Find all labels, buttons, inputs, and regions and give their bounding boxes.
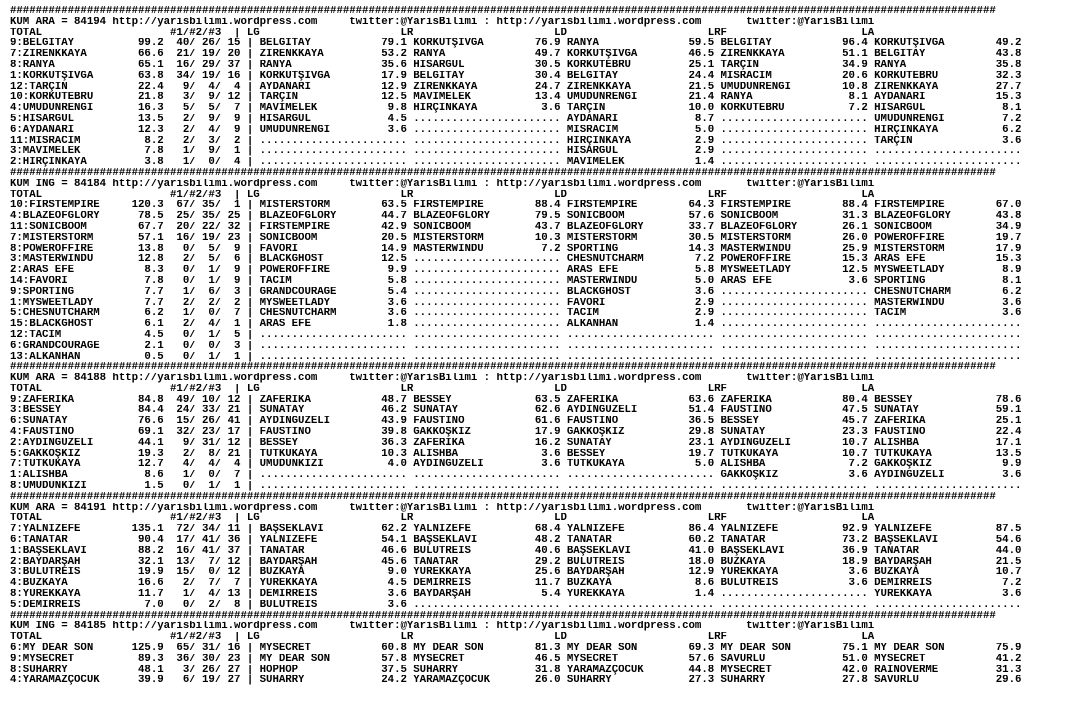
horse-row-line: 11:MISRACIM 8.2 2/ 3/ 2 | ....................... ....................... HIRÇINKAYA 2.9 ....................... TARÇIN 3.6 bbox=[10, 135, 1022, 147]
horse-row-line: 10:KORKUTEBRU 21.8 3/ 9/ 12 | TARÇIN 12.5 MAVİMELEK 13.4 UMUDUNRENGİ 21.4 RANYA 8.1 AYDANARI 15.3 bbox=[10, 92, 1022, 104]
column-header-line: TOTAL #1/#2/#3 | LG LR LD LRF LA bbox=[10, 383, 875, 395]
horse-row-line: 15:BLACKGHOST 6.1 2/ 4/ 1 | ARAS EFE 1.8 ....................... ALKANHAN 1.4 ....................... ....................... bbox=[10, 319, 1022, 330]
horse-row-line: 8:UMUDUNKIZI 1.5 0/ 1/ 1 | ....................... ....................... ....................... ....................... ....................... bbox=[10, 481, 1022, 492]
separator-line: ########################################################################################################################################################## bbox=[10, 610, 996, 622]
horse-row-line: 1:MYSWEETLADY 7.7 2/ 2/ 2 | MYSWEETLADY 3.6 ....................... FAVORİ 2.9 ....................... MASTERWINDU 3.6 bbox=[10, 297, 1022, 309]
horse-row-line: 4:UMUDUNRENGİ 16.3 5/ 5/ 7 | MAVİMELEK 9.8 HIRÇINKAYA 3.6 TARÇIN 10.0 KORKUTEBRU 7.2 HİSARGÜL 8.1 bbox=[10, 103, 1022, 114]
race-header-line: KUM ARA = 84194 http://yarisbilimi.wordpress.com twitter:@YarisBilimi : http://yarisbilimi.wordpress.com twitter:@YarisBilimi bbox=[10, 16, 875, 28]
race-header-line: KUM ING = 84185 http://yarisbilimi.wordpress.com twitter:@YarisBilimi : http://yarisbilimi.wordpress.com twitter:@YarisBilimi bbox=[10, 621, 875, 633]
horse-row-line: 1:ALISHBA 8.6 1/ 0/ 7 | ....................... ....................... ....................... GAKKOŞKIZ 3.6 AYDINGÜZELİ 3.6 bbox=[10, 470, 1022, 482]
horse-row-line: 14:FAVORİ 7.8 0/ 1/ 9 | TACIM 5.8 ....................... MASTERWINDU 5.0 ARAS EFE 3.6 SPORTING 8.1 bbox=[10, 275, 1022, 287]
horse-row-line: 3:BULUTREIS 19.9 15/ 0/ 12 | BUZKAYA 9.0 YÜREKKAYA 25.6 BAYDARŞAH 12.9 YÜREKKAYA 3.6 BUZKAYA 10.7 bbox=[10, 567, 1022, 579]
horse-row-line: 5:DEMIRREIS 7.0 0/ 2/ 8 | BULUTREIS 3.6 ....................... ....................... ....................... ....................... bbox=[10, 599, 1022, 611]
race-header-line: KUM ING = 84184 http://yarisbilimi.wordpress.com twitter:@YarisBilimi : http://yarisbilimi.wordpress.com twitter:@YarisBilimi bbox=[10, 178, 875, 190]
separator-line: ########################################################################################################################################################## bbox=[10, 491, 996, 503]
race-header-line: KUM ARA = 84191 http://yarisbilimi.wordpress.com twitter:@YarisBilimi : http://yarisbilimi.wordpress.com twitter:@YarisBilimi bbox=[10, 502, 875, 514]
column-header-line: TOTAL #1/#2/#3 | LG LR LD LRF LA bbox=[10, 513, 875, 525]
horse-row-line: 3:BESSEY 84.4 24/ 33/ 21 | SUNATAY 46.2 SUNATAY 62.6 AYDINGÜZELİ 51.4 FAUSTINO 47.5 SUNATAY 59.1 bbox=[10, 405, 1022, 417]
horse-row-line: 4:FAUSTINO 69.1 32/ 23/ 17 | FAUSTINO 39.8 GAKKOŞKIZ 17.9 GAKKOŞKIZ 29.8 SUNATAY 23.3 FAUSTINO 22.4 bbox=[10, 427, 1022, 438]
horse-row-line: 4:BLAZEOFGLORY 78.5 25/ 35/ 25 | BLAZEOFGLORY 44.7 BLAZEOFGLORY 79.5 SONICBOOM 57.6 SONICBOOM 31.3 BLAZEOFGLORY 43.8 bbox=[10, 211, 1022, 222]
horse-row-line: 13:ALKANHAN 0.5 0/ 1/ 1 | ....................... ....................... ....................... ....................... ....................... bbox=[10, 351, 1022, 363]
horse-row-line: 6:SUNATAY 76.6 15/ 26/ 41 | AYDINGÜZELİ 43.9 FAUSTINO 61.6 FAUSTINO 36.5 BESSEY 45.7 ZAFERİKA 25.1 bbox=[10, 416, 1022, 428]
horse-row-line: 6:MY DEAR SON 125.9 65/ 31/ 16 | MYSECRET 60.8 MY DEAR SON 81.3 MY DEAR SON 69.3 MY DEAR SON 75.1 MY DEAR SON 75.9 bbox=[10, 643, 1022, 654]
horse-row-line: 7:YALNIZEFE 135.1 72/ 34/ 11 | BAŞSEKLAVİ 62.2 YALNIZEFE 68.4 YALNIZEFE 86.4 YALNIZEFE 92.9 YALNIZEFE 87.5 bbox=[10, 524, 1022, 536]
horse-row-line: 4:BUZKAYA 16.6 2/ 7/ 7 | YÜREKKAYA 4.5 DEMIRREIS 11.7 BUZKAYA 8.6 BULUTREIS 3.6 DEMIRREIS 7.2 bbox=[10, 578, 1022, 590]
horse-row-line: 4:YARAMAZÇOCUK 39.9 6/ 19/ 27 | SUHARRY 24.2 YARAMAZÇOCUK 26.0 SUHARRY 27.3 SUHARRY 27.8 SAVURLU 29.6 bbox=[10, 675, 1022, 687]
horse-row-line: 9:BELGITAY 99.2 40/ 26/ 15 | BELGİTAY 79.1 KORKUTŞIVGA 76.9 RANYA 59.5 BELGİTAY 96.4 KORKUTŞIVGA 49.2 bbox=[10, 38, 1022, 50]
horse-row-line: 1:BAŞSEKLAVİ 88.2 16/ 41/ 37 | TANATAR 46.6 BULUTREIS 40.6 BAŞSEKLAVİ 41.0 BAŞSEKLAVİ 36.9 TANATAR 44.0 bbox=[10, 545, 1022, 557]
horse-row-line: 5:GAKKOŞKIZ 19.3 2/ 8/ 21 | TUTKUKAYA 10.3 ALISHBA 3.6 BESSEY 19.7 TUTKUKAYA 10.7 TUTKUKAYA 13.5 bbox=[10, 448, 1022, 460]
horse-row-line: 5:HİSARGÜL 13.5 2/ 9/ 9 | HİSARGÜL 4.5 ....................... AYDANARI 8.7 ....................... UMUDUNRENGİ 7.2 bbox=[10, 113, 1022, 125]
horse-row-line: 7:TUTKUKAYA 12.7 4/ 4/ 4 | UMUDUNKIZI 4.0 AYDINGÜZELİ 3.6 TUTKUKAYA 5.0 ALISHBA 7.2 GAKKOŞKIZ 9.9 bbox=[10, 459, 1022, 471]
horse-row-line: 3:MAVİMELEK 7.8 1/ 9/ 1 | ....................... ....................... HİSARGÜL 2.9 ....................... ....................... bbox=[10, 146, 1022, 158]
horse-row-line: 6:AYDANARI 12.3 2/ 4/ 9 | UMUDUNRENGİ 3.6 ....................... MISRACIM 5.0 ....................... HIRÇINKAYA 6.2 bbox=[10, 124, 1022, 136]
horse-row-line: 9:MYSECRET 89.3 36/ 30/ 23 | MY DEAR SON 57.8 MYSECRET 46.5 MYSECRET 57.6 SAVURLU 51.0 MYSECRET 41.2 bbox=[10, 653, 1022, 665]
horse-row-line: 2:BAYDARŞAH 32.1 13/ 7/ 12 | BAYDARŞAH 45.6 TANATAR 29.2 BULUTREIS 18.0 BUZKAYA 18.9 BAYDARŞAH 21.5 bbox=[10, 556, 1022, 568]
race-header-line: KUM ARA = 84188 http://yarisbilimi.wordpress.com twitter:@YarisBilimi : http://yarisbilimi.wordpress.com twitter:@YarisBilimi bbox=[10, 373, 875, 384]
horse-row-line: 7:MISTERSTORM 57.1 16/ 19/ 23 | SONICBOOM 20.5 MISTERSTORM 10.3 MISTERSTORM 30.5 MISTERSTORM 26.0 POWEROFFIRE 19.7 bbox=[10, 232, 1022, 244]
horse-row-line: 10:FIRSTEMPIRE 120.3 67/ 35/ 1 | MISTERSTORM 63.5 FIRSTEMPIRE 88.4 FIRSTEMPIRE 64.3 FIRSTEMPIRE 88.4 FIRSTEMPIRE 67.0 bbox=[10, 200, 1022, 212]
horse-row-line: 8:POWEROFFIRE 13.8 0/ 5/ 9 | FAVORİ 14.9 MASTERWINDU 7.2 SPORTING 14.3 MASTERWINDU 25.9 MISTERSTORM 17.9 bbox=[10, 243, 1022, 255]
horse-row-line: 12:TACIM 4.5 0/ 1/ 5 | ....................... ....................... ....................... ....................... ....................... bbox=[10, 329, 1022, 341]
horse-row-line: 3:MASTERWINDU 12.8 2/ 5/ 6 | BLACKGHOST 12.5 ....................... CHESNUTCHARM 7.2 POWEROFFIRE 15.3 ARAS EFE 15.3 bbox=[10, 254, 1022, 266]
horse-row-line: 6:GRANDCOURAGE 2.1 0/ 0/ 3 | ....................... ....................... ....................... ....................... ....................... bbox=[10, 340, 1022, 352]
horse-row-line: 11:SONICBOOM 67.7 20/ 22/ 32 | FIRSTEMPIRE 42.9 SONICBOOM 43.7 BLAZEOFGLORY 33.7 BLAZEOFGLORY 26.1 SONICBOOM 34.9 bbox=[10, 221, 1022, 233]
column-header-line: TOTAL #1/#2/#3 | LG LR LD LRF LA bbox=[10, 189, 875, 201]
horse-row-line: 8:RANYA 65.1 16/ 29/ 37 | RANYA 35.6 HİSARGÜL 30.5 KORKUTEBRU 25.1 TARÇİN 34.9 RANYA 35.8 bbox=[10, 59, 1022, 71]
horse-row-line: 12:TARÇIN 22.4 9/ 4/ 4 | AYDANARI 12.9 ZİRENKKAYA 24.7 ZİRENKKAYA 21.5 UMUDUNRENGİ 10.8 ZİRENKKAYA 27.7 bbox=[10, 81, 1022, 93]
horse-row-line: 2:ARAS EFE 8.3 0/ 1/ 9 | POWEROFFIRE 9.9 ....................... ARAS EFE 5.8 MYSWEETLADY 12.5 MYSWEETLADY 8.9 bbox=[10, 265, 1022, 276]
horse-row-line: 8:SUHARRY 48.1 3/ 26/ 27 | HOPHOP 37.5 SUHARRY 31.8 YARAMAZÇOCUK 44.8 MYSECRET 42.0 RAINOVERME 31.3 bbox=[10, 664, 1022, 676]
horse-row-line: 9:SPORTING 7.7 1/ 6/ 3 | GRANDCOURAGE 5.4 ....................... BLACKGHOST 3.6 ....................... CHESNUTCHARM 6.2 bbox=[10, 286, 1022, 298]
column-header-line: TOTAL #1/#2/#3 | LG LR LD LRF LA bbox=[10, 27, 875, 39]
column-header-line: TOTAL #1/#2/#3 | LG LR LD LRF LA bbox=[10, 632, 875, 644]
separator-line: ########################################################################################################################################################## bbox=[10, 6, 996, 17]
horse-row-line: 6:TANATAR 90.4 17/ 41/ 36 | YALNIZEFE 54.1 BAŞSEKLAVİ 48.2 TANATAR 60.2 TANATAR 73.2 BAŞSEKLAVİ 54.6 bbox=[10, 535, 1022, 546]
horse-row-line: 5:CHESNUTCHARM 6.2 1/ 0/ 7 | CHESNUTCHARM 3.6 ....................... TACIM 2.9 ....................... TACIM 3.6 bbox=[10, 308, 1022, 320]
horse-row-line: 1:KORKUTŞIVGA 63.8 34/ 19/ 16 | KORKUTŞIVGA 17.9 BELGİTAY 30.4 BELGİTAY 24.4 MISRACIM 20.6 KORKUTEBRU 32.3 bbox=[10, 70, 1022, 82]
separator-line: ########################################################################################################################################################## bbox=[10, 167, 996, 179]
horse-row-line: 2:HIRÇINKAYA 3.8 1/ 0/ 4 | ....................... ....................... MAVİMELEK 1.4 ....................... ....................... bbox=[10, 157, 1022, 168]
horse-row-line: 8:YÜREKKAYA 11.7 1/ 4/ 13 | DEMIRREIS 3.6 BAYDARŞAH 5.4 YÜREKKAYA 1.4 ....................... YÜREKKAYA 3.6 bbox=[10, 589, 1022, 600]
separator-line: ########################################################################################################################################################## bbox=[10, 362, 996, 374]
horse-row-line: 2:AYDINGÜZELİ 44.1 9/ 31/ 12 | BESSEY 36.3 ZAFERİKA 16.2 SUNATAY 23.1 AYDINGÜZELİ 10.7 ALISHBA 17.1 bbox=[10, 437, 1022, 449]
horse-row-line: 7:ZIRENKKAYA 66.6 21/ 19/ 20 | ZİRENKKAYA 53.2 RANYA 49.7 KORKUTŞIVGA 46.5 ZİRENKKAYA 51.1 BELGİTAY 43.8 bbox=[10, 49, 1022, 60]
horse-row-line: 9:ZAFERİKA 84.8 49/ 10/ 12 | ZAFERİKA 48.7 BESSEY 63.5 ZAFERİKA 63.6 ZAFERİKA 80.4 BESSEY 78.6 bbox=[10, 394, 1022, 406]
